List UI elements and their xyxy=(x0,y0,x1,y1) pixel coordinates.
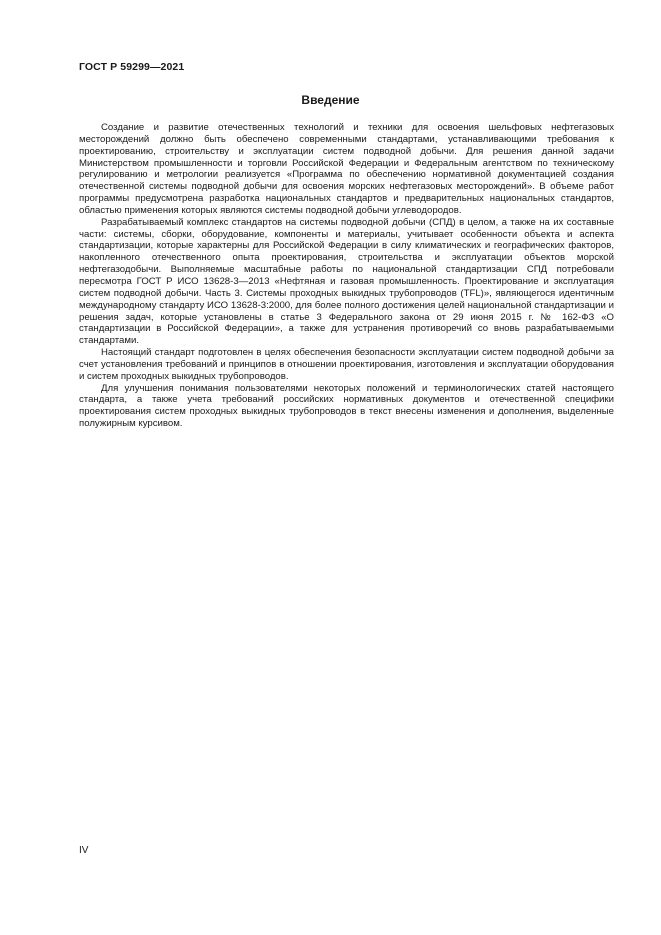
body-text xyxy=(79,122,614,430)
paragraph-1: Создание и развитие отечественных технологий и техники для освоения шельфовых нефтегазовых месторождений должно быть обеспечено современными стандартами, устанавливающими требования к проектированию, строительству и эксплуатации систем подводной добычи. Для решения данной задачи Министерством промышленности и торговли Российской Федерации и Федеральным агентством по техническому регулированию и метрологии реализуется «Программа по обеспечению нормативной документацией создания отечественной системы подводной добычи для освоения морских нефтегазовых месторождений». В объеме работ программы предусмотрена разработка национальных стандартов и предварительных национальных стандартов, областью применения которых являются системы подводной добычи углеводородов. xyxy=(79,122,614,216)
paragraph-3: Настоящий стандарт подготовлен в целях обеспечения безопасности эксплуатации систем подводной добычи за счет установления требований и принципов в отношении проектирования, изготовления и эксплуатации оборудования и систем проходных выкидных трубопроводов. xyxy=(79,347,614,382)
paragraph-2: Разрабатываемый комплекс стандартов на системы подводной добычи (СПД) в целом, а также на их составные части: системы, сборки, оборудование, компоненты и материалы, учитывает особенности объекта и аспекта стандартизации, которые характерны для Российской Федерации в силу климатических и географических факторов, накопленного отечественного опыта проектирования, строительства и эксплуатации объектов морской нефтегазодобычи. Выполняемые масштабные работы по национальной стандартизации СПД потребовали пересмотра ГОСТ Р ИСО 13628-3—2013 «Нефтяная и газовая промышленность. Проектирование и эксплуатация систем подводной добычи. Часть 3. Системы проходных выкидных трубопроводов (TFL)», являющегося идентичным международному стандарту ИСО 13628-3:2000, для более полного достижения целей национальной стандартизации и решения задач, которые установлены в статье 3 Федерального закона от 29 июня 2015 г. № 162-ФЗ «О стандартизации в Российской Федерации», а также для устранения противоречий со вновь разрабатываемыми стандартами. xyxy=(79,216,614,347)
paragraph-4: Для улучшения понимания пользователями некоторых положений и терминологических статей настоящего стандарта, а также учета требований российских нормативных документов и отечественной специфики проектирования систем проходных выкидных трубопроводов в текст внесены изменения и дополнения, выделенные полужирным курсивом. xyxy=(79,382,614,430)
standard-id-header: ГОСТ Р 59299—2021 xyxy=(79,61,185,73)
page-number: IV xyxy=(79,845,89,856)
section-title: Введение xyxy=(301,93,360,107)
